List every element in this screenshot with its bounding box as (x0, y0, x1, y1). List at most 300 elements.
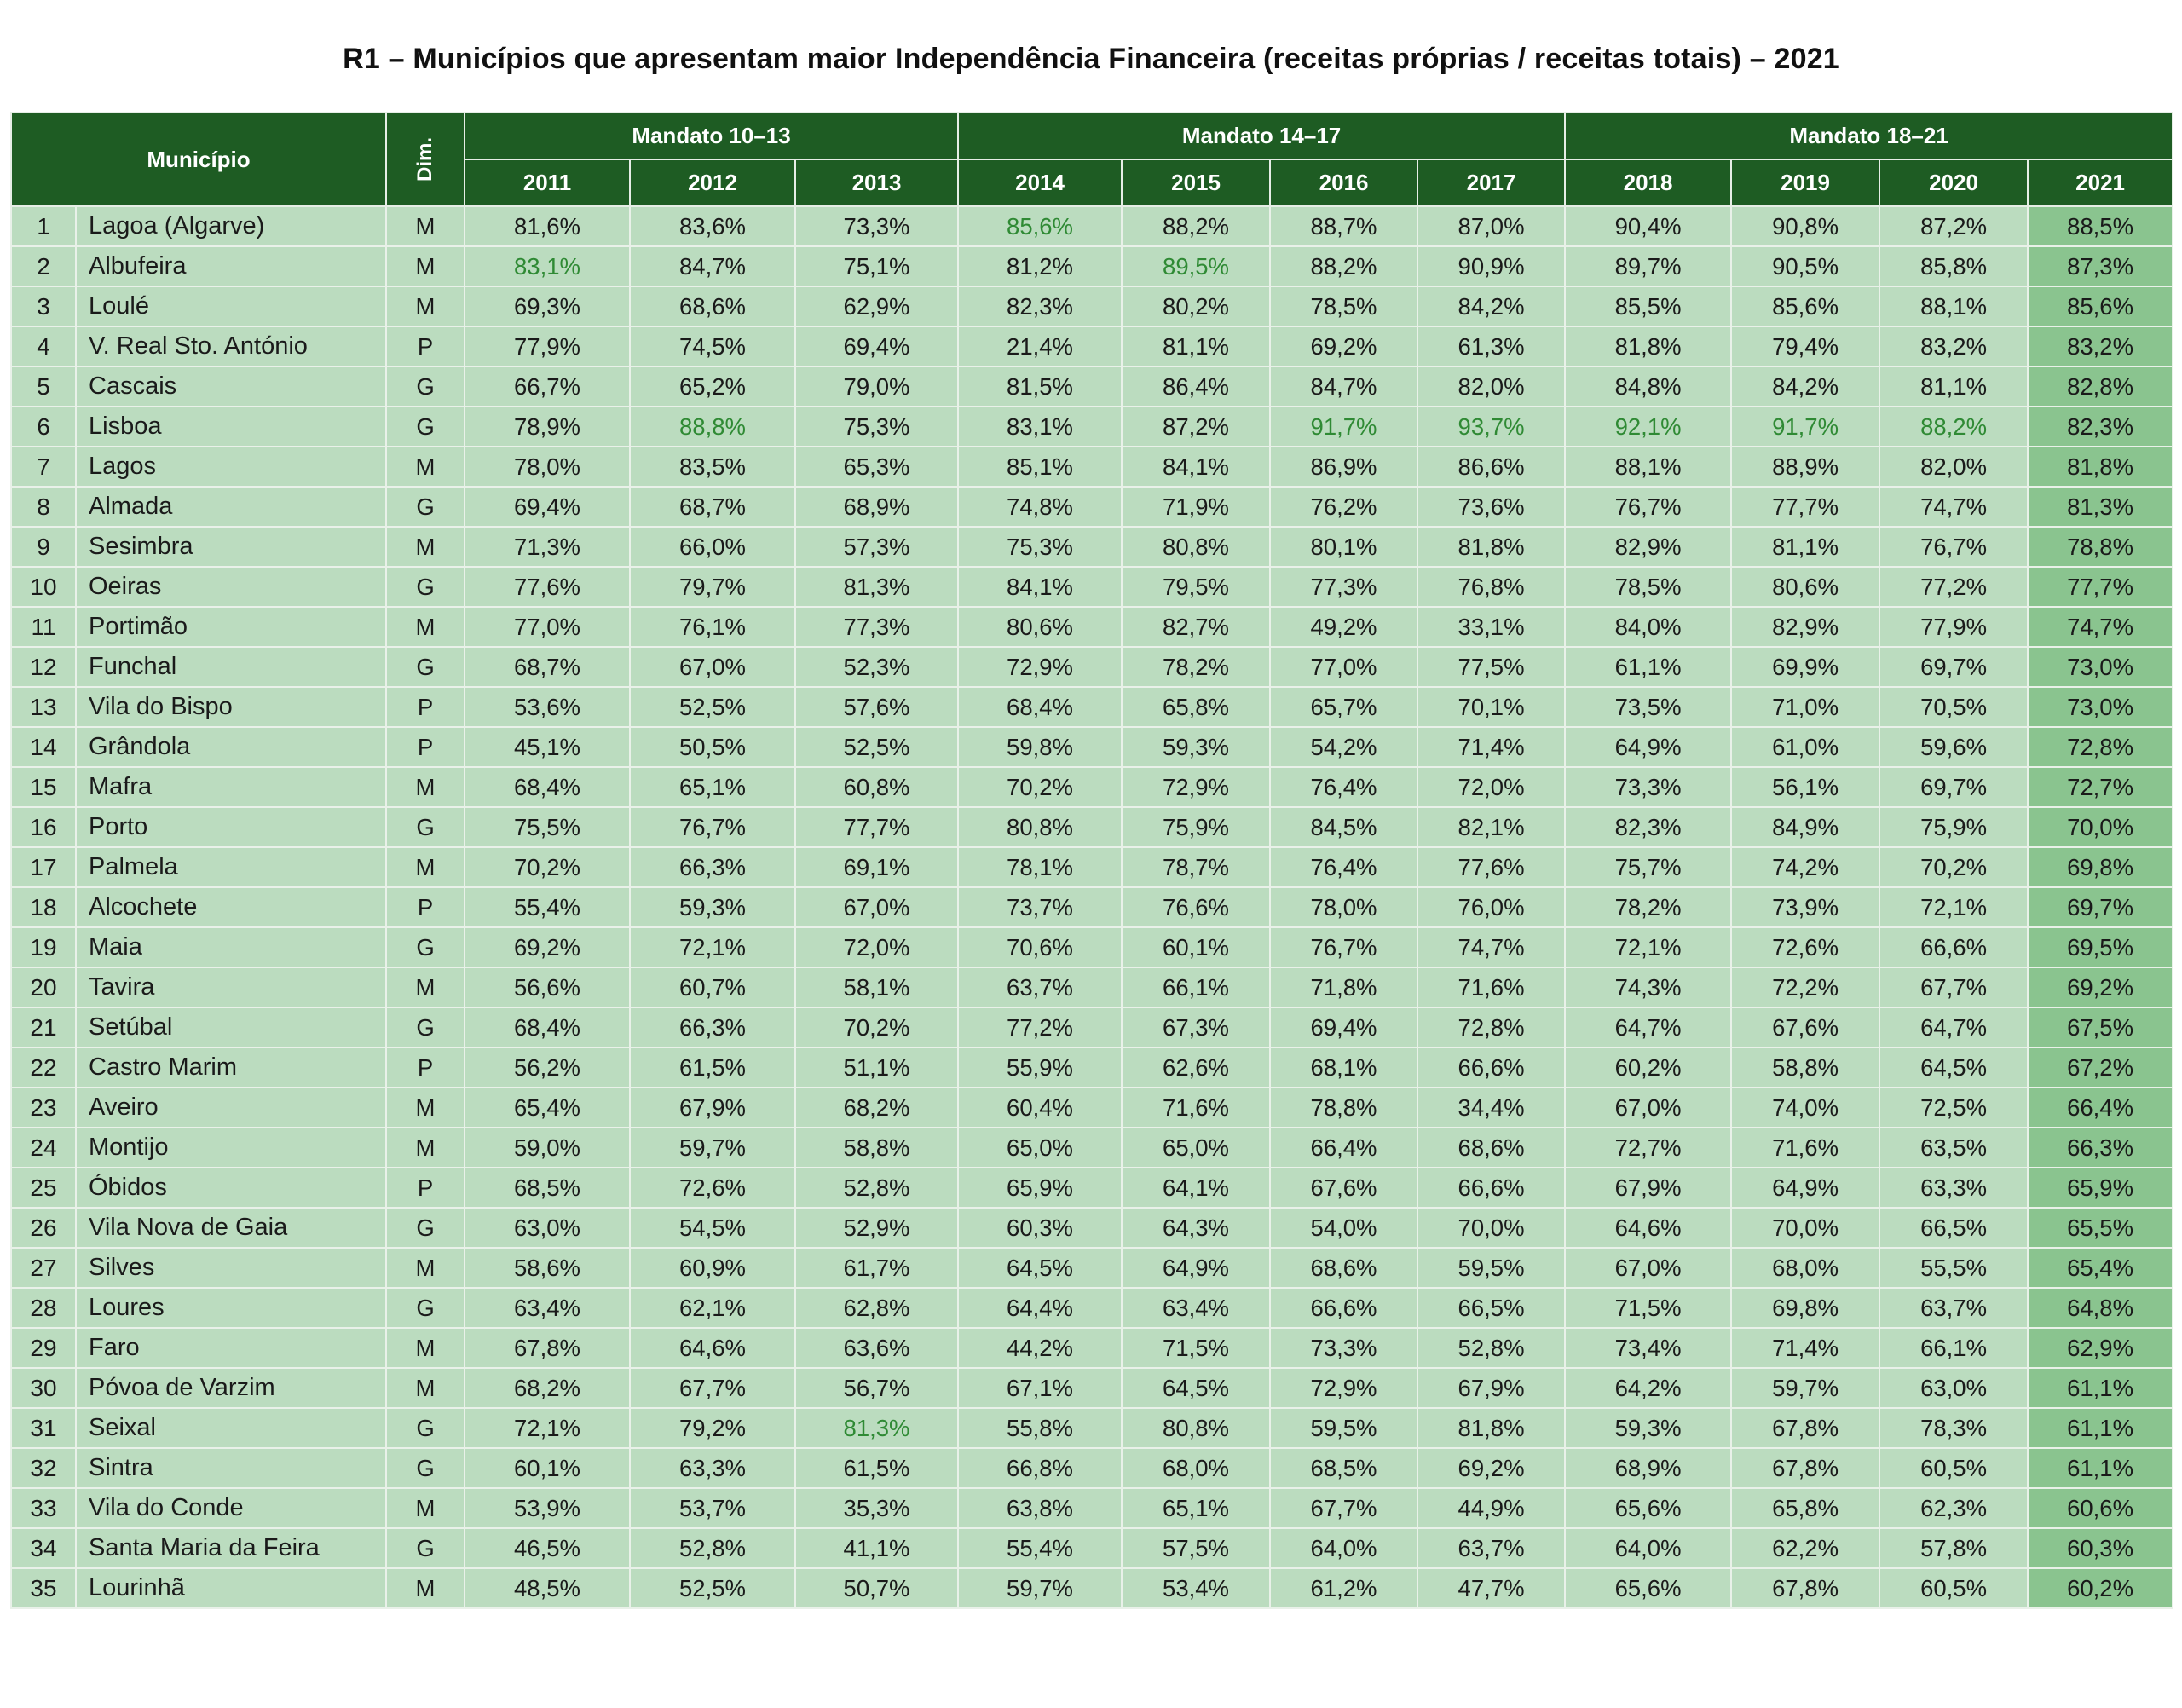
value-cell: 52,5% (795, 727, 958, 767)
dimension-cell: G (386, 1408, 465, 1448)
municipality-name: Montijo (76, 1128, 386, 1168)
rank-cell: 27 (11, 1248, 76, 1288)
dimension-cell: M (386, 607, 465, 647)
table-row (11, 727, 2173, 767)
rank-cell: 21 (11, 1007, 76, 1047)
rank-cell: 24 (11, 1128, 76, 1168)
value-cell: 74,3% (1565, 967, 1731, 1007)
table-row (11, 286, 2173, 326)
header-year: 2019 (1731, 159, 1879, 206)
value-cell: 67,6% (1270, 1168, 1417, 1208)
value-cell: 62,2% (1731, 1528, 1879, 1568)
value-cell: 65,1% (1122, 1488, 1270, 1528)
value-cell: 73,7% (958, 887, 1122, 927)
value-cell: 71,6% (1417, 967, 1565, 1007)
municipality-name: Faro (76, 1328, 386, 1368)
value-cell: 59,3% (1565, 1408, 1731, 1448)
value-cell: 57,8% (1879, 1528, 2028, 1568)
value-cell: 78,0% (465, 447, 630, 487)
value-cell: 84,0% (1565, 607, 1731, 647)
value-cell: 53,6% (465, 687, 630, 727)
value-cell: 83,2% (1879, 326, 2028, 366)
value-cell: 81,8% (1417, 527, 1565, 567)
municipality-name: Loulé (76, 286, 386, 326)
value-cell: 55,8% (958, 1408, 1122, 1448)
value-cell: 60,5% (1879, 1568, 2028, 1608)
value-cell: 82,9% (1565, 527, 1731, 567)
value-cell: 65,4% (465, 1088, 630, 1128)
rank-cell: 7 (11, 447, 76, 487)
value-cell: 72,9% (1122, 767, 1270, 807)
value-cell: 80,2% (1122, 286, 1270, 326)
value-cell: 82,0% (1417, 366, 1565, 407)
municipality-name: Maia (76, 927, 386, 967)
value-cell: 59,5% (1417, 1248, 1565, 1288)
value-cell: 64,4% (958, 1288, 1122, 1328)
value-cell: 62,9% (795, 286, 958, 326)
value-cell: 64,0% (1270, 1528, 1417, 1568)
value-cell: 61,1% (2028, 1408, 2173, 1448)
municipality-name: Santa Maria da Feira (76, 1528, 386, 1568)
value-cell: 64,9% (1122, 1248, 1270, 1288)
value-cell: 57,5% (1122, 1528, 1270, 1568)
value-cell: 81,3% (795, 567, 958, 607)
value-cell: 59,6% (1879, 727, 2028, 767)
value-cell: 70,6% (958, 927, 1122, 967)
value-cell: 71,3% (465, 527, 630, 567)
header-mandate-14-17: Mandato 14–17 (958, 113, 1565, 159)
dimension-cell: M (386, 1568, 465, 1608)
value-cell: 88,5% (2028, 206, 2173, 246)
rank-cell: 1 (11, 206, 76, 246)
municipality-name: Sesimbra (76, 527, 386, 567)
value-cell: 84,1% (1122, 447, 1270, 487)
table-row (11, 527, 2173, 567)
value-cell: 72,1% (630, 927, 795, 967)
value-cell: 55,4% (465, 887, 630, 927)
value-cell: 67,8% (1731, 1568, 1879, 1608)
municipality-name: Aveiro (76, 1088, 386, 1128)
value-cell: 63,3% (1879, 1168, 2028, 1208)
table-row (11, 1168, 2173, 1208)
value-cell: 64,9% (1565, 727, 1731, 767)
value-cell: 78,3% (1879, 1408, 2028, 1448)
value-cell: 68,5% (1270, 1448, 1417, 1488)
municipality-name: Oeiras (76, 567, 386, 607)
value-cell: 52,3% (795, 647, 958, 687)
value-cell: 56,2% (465, 1047, 630, 1088)
value-cell: 60,3% (2028, 1528, 2173, 1568)
header-year: 2018 (1565, 159, 1731, 206)
rank-cell: 9 (11, 527, 76, 567)
value-cell: 83,5% (630, 447, 795, 487)
value-cell: 88,2% (1270, 246, 1417, 286)
value-cell: 85,6% (958, 206, 1122, 246)
value-cell: 73,3% (1565, 767, 1731, 807)
value-cell: 69,2% (1270, 326, 1417, 366)
value-cell: 62,3% (1879, 1488, 2028, 1528)
value-cell: 61,1% (1565, 647, 1731, 687)
value-cell: 64,6% (1565, 1208, 1731, 1248)
value-cell: 67,9% (630, 1088, 795, 1128)
value-cell: 91,7% (1731, 407, 1879, 447)
value-cell: 67,2% (2028, 1047, 2173, 1088)
municipality-name: V. Real Sto. António (76, 326, 386, 366)
value-cell: 81,1% (1731, 527, 1879, 567)
rank-cell: 35 (11, 1568, 76, 1608)
dimension-cell: M (386, 447, 465, 487)
value-cell: 70,0% (1417, 1208, 1565, 1248)
value-cell: 54,5% (630, 1208, 795, 1248)
value-cell: 82,1% (1417, 807, 1565, 847)
dimension-cell: P (386, 1168, 465, 1208)
value-cell: 71,9% (1122, 487, 1270, 527)
value-cell: 63,7% (1417, 1528, 1565, 1568)
rank-cell: 20 (11, 967, 76, 1007)
value-cell: 78,2% (1122, 647, 1270, 687)
table-row (11, 487, 2173, 527)
value-cell: 60,7% (630, 967, 795, 1007)
value-cell: 69,1% (795, 847, 958, 887)
rank-cell: 32 (11, 1448, 76, 1488)
value-cell: 72,1% (1879, 887, 2028, 927)
value-cell: 58,8% (1731, 1047, 1879, 1088)
value-cell: 44,9% (1417, 1488, 1565, 1528)
value-cell: 73,3% (795, 206, 958, 246)
municipality-name: Almada (76, 487, 386, 527)
value-cell: 68,4% (958, 687, 1122, 727)
value-cell: 93,7% (1417, 407, 1565, 447)
value-cell: 64,6% (630, 1328, 795, 1368)
value-cell: 71,5% (1565, 1288, 1731, 1328)
municipality-name: Vila Nova de Gaia (76, 1208, 386, 1248)
value-cell: 55,9% (958, 1047, 1122, 1088)
rank-cell: 18 (11, 887, 76, 927)
value-cell: 73,3% (1270, 1328, 1417, 1368)
value-cell: 69,2% (2028, 967, 2173, 1007)
value-cell: 82,0% (1879, 447, 2028, 487)
value-cell: 68,0% (1122, 1448, 1270, 1488)
value-cell: 72,8% (2028, 727, 2173, 767)
value-cell: 59,3% (1122, 727, 1270, 767)
header-year: 2021 (2028, 159, 2173, 206)
value-cell: 59,7% (1731, 1368, 1879, 1408)
value-cell: 53,7% (630, 1488, 795, 1528)
value-cell: 55,5% (1879, 1248, 2028, 1288)
value-cell: 78,5% (1270, 286, 1417, 326)
value-cell: 65,0% (958, 1128, 1122, 1168)
value-cell: 65,2% (630, 366, 795, 407)
value-cell: 65,9% (2028, 1168, 2173, 1208)
value-cell: 79,0% (795, 366, 958, 407)
value-cell: 69,2% (465, 927, 630, 967)
dimension-cell: G (386, 1528, 465, 1568)
value-cell: 69,5% (2028, 927, 2173, 967)
value-cell: 88,2% (1122, 206, 1270, 246)
value-cell: 71,6% (1122, 1088, 1270, 1128)
value-cell: 76,2% (1270, 487, 1417, 527)
rank-cell: 17 (11, 847, 76, 887)
header-year: 2014 (958, 159, 1122, 206)
value-cell: 68,2% (465, 1368, 630, 1408)
rank-cell: 34 (11, 1528, 76, 1568)
value-cell: 69,3% (465, 286, 630, 326)
value-cell: 76,4% (1270, 767, 1417, 807)
table-row (11, 1328, 2173, 1368)
municipality-name: Lagos (76, 447, 386, 487)
value-cell: 72,1% (465, 1408, 630, 1448)
value-cell: 87,2% (1879, 206, 2028, 246)
value-cell: 72,5% (1879, 1088, 2028, 1128)
value-cell: 68,0% (1731, 1248, 1879, 1288)
rank-cell: 6 (11, 407, 76, 447)
value-cell: 69,4% (1270, 1007, 1417, 1047)
value-cell: 75,7% (1565, 847, 1731, 887)
value-cell: 77,7% (795, 807, 958, 847)
value-cell: 63,6% (795, 1328, 958, 1368)
value-cell: 68,7% (630, 487, 795, 527)
value-cell: 57,3% (795, 527, 958, 567)
value-cell: 88,1% (1565, 447, 1731, 487)
municipality-name: Cascais (76, 366, 386, 407)
value-cell: 76,1% (630, 607, 795, 647)
value-cell: 85,6% (2028, 286, 2173, 326)
value-cell: 83,6% (630, 206, 795, 246)
table-row (11, 807, 2173, 847)
value-cell: 86,6% (1417, 447, 1565, 487)
value-cell: 59,7% (958, 1568, 1122, 1608)
value-cell: 77,3% (1270, 567, 1417, 607)
value-cell: 53,4% (1122, 1568, 1270, 1608)
value-cell: 78,8% (2028, 527, 2173, 567)
value-cell: 84,2% (1731, 366, 1879, 407)
value-cell: 70,2% (958, 767, 1122, 807)
rank-cell: 28 (11, 1288, 76, 1328)
dimension-cell: P (386, 1047, 465, 1088)
value-cell: 84,1% (958, 567, 1122, 607)
value-cell: 68,2% (795, 1088, 958, 1128)
value-cell: 53,9% (465, 1488, 630, 1528)
value-cell: 77,0% (1270, 647, 1417, 687)
value-cell: 86,9% (1270, 447, 1417, 487)
rank-cell: 11 (11, 607, 76, 647)
value-cell: 65,8% (1122, 687, 1270, 727)
value-cell: 50,7% (795, 1568, 958, 1608)
value-cell: 89,5% (1122, 246, 1270, 286)
value-cell: 61,1% (2028, 1368, 2173, 1408)
value-cell: 64,8% (2028, 1288, 2173, 1328)
value-cell: 59,7% (630, 1128, 795, 1168)
value-cell: 77,0% (465, 607, 630, 647)
dimension-cell: G (386, 647, 465, 687)
header-dim-label: Dim. (413, 136, 437, 182)
value-cell: 46,5% (465, 1528, 630, 1568)
header-municipio: Município (11, 113, 386, 206)
value-cell: 57,6% (795, 687, 958, 727)
value-cell: 67,0% (795, 887, 958, 927)
value-cell: 66,3% (630, 1007, 795, 1047)
value-cell: 89,7% (1565, 246, 1731, 286)
value-cell: 68,5% (465, 1168, 630, 1208)
municipality-name: Palmela (76, 847, 386, 887)
value-cell: 78,1% (958, 847, 1122, 887)
header-year: 2020 (1879, 159, 2028, 206)
value-cell: 65,7% (1270, 687, 1417, 727)
value-cell: 63,3% (630, 1448, 795, 1488)
value-cell: 68,1% (1270, 1047, 1417, 1088)
dimension-cell: G (386, 567, 465, 607)
value-cell: 52,8% (1417, 1328, 1565, 1368)
rank-cell: 23 (11, 1088, 76, 1128)
value-cell: 67,9% (1565, 1168, 1731, 1208)
value-cell: 66,6% (1417, 1047, 1565, 1088)
value-cell: 73,4% (1565, 1328, 1731, 1368)
municipality-name: Grândola (76, 727, 386, 767)
dimension-cell: P (386, 326, 465, 366)
rank-cell: 31 (11, 1408, 76, 1448)
table-row (11, 1248, 2173, 1288)
dimension-cell: M (386, 1488, 465, 1528)
value-cell: 81,1% (1122, 326, 1270, 366)
value-cell: 74,7% (2028, 607, 2173, 647)
value-cell: 60,1% (465, 1448, 630, 1488)
value-cell: 68,6% (1417, 1128, 1565, 1168)
value-cell: 66,6% (1270, 1288, 1417, 1328)
dimension-cell: M (386, 527, 465, 567)
value-cell: 80,1% (1270, 527, 1417, 567)
value-cell: 68,4% (465, 1007, 630, 1047)
table-row (11, 1448, 2173, 1488)
value-cell: 66,6% (1879, 927, 2028, 967)
municipality-name: Loures (76, 1288, 386, 1328)
value-cell: 92,1% (1565, 407, 1731, 447)
value-cell: 58,8% (795, 1128, 958, 1168)
value-cell: 54,0% (1270, 1208, 1417, 1248)
value-cell: 90,4% (1565, 206, 1731, 246)
table-row (11, 767, 2173, 807)
rank-cell: 30 (11, 1368, 76, 1408)
table-row (11, 1088, 2173, 1128)
value-cell: 66,4% (1270, 1128, 1417, 1168)
value-cell: 71,6% (1731, 1128, 1879, 1168)
value-cell: 65,1% (630, 767, 795, 807)
value-cell: 34,4% (1417, 1088, 1565, 1128)
value-cell: 74,2% (1731, 847, 1879, 887)
value-cell: 70,2% (465, 847, 630, 887)
table-row (11, 407, 2173, 447)
value-cell: 74,7% (1879, 487, 2028, 527)
value-cell: 76,7% (630, 807, 795, 847)
municipality-name: Sintra (76, 1448, 386, 1488)
dimension-cell: G (386, 1007, 465, 1047)
value-cell: 69,4% (465, 487, 630, 527)
value-cell: 90,8% (1731, 206, 1879, 246)
value-cell: 81,6% (465, 206, 630, 246)
value-cell: 60,3% (958, 1208, 1122, 1248)
value-cell: 65,5% (2028, 1208, 2173, 1248)
value-cell: 64,9% (1731, 1168, 1879, 1208)
value-cell: 60,1% (1122, 927, 1270, 967)
table-row (11, 847, 2173, 887)
value-cell: 75,9% (1122, 807, 1270, 847)
value-cell: 78,2% (1565, 887, 1731, 927)
value-cell: 69,9% (1731, 647, 1879, 687)
dimension-cell: P (386, 687, 465, 727)
rank-cell: 16 (11, 807, 76, 847)
value-cell: 82,3% (2028, 407, 2173, 447)
value-cell: 69,8% (1731, 1288, 1879, 1328)
value-cell: 63,4% (1122, 1288, 1270, 1328)
value-cell: 64,3% (1122, 1208, 1270, 1248)
dimension-cell: M (386, 1088, 465, 1128)
value-cell: 67,3% (1122, 1007, 1270, 1047)
value-cell: 67,0% (1565, 1088, 1731, 1128)
header-mandate-10-13: Mandato 10–13 (465, 113, 958, 159)
value-cell: 81,8% (2028, 447, 2173, 487)
table-row (11, 687, 2173, 727)
municipality-name: Porto (76, 807, 386, 847)
value-cell: 70,5% (1879, 687, 2028, 727)
value-cell: 62,6% (1122, 1047, 1270, 1088)
dimension-cell: G (386, 1208, 465, 1248)
value-cell: 90,5% (1731, 246, 1879, 286)
value-cell: 76,8% (1417, 567, 1565, 607)
value-cell: 73,6% (1417, 487, 1565, 527)
value-cell: 55,4% (958, 1528, 1122, 1568)
value-cell: 67,0% (630, 647, 795, 687)
rank-cell: 13 (11, 687, 76, 727)
value-cell: 66,6% (1417, 1168, 1565, 1208)
value-cell: 74,5% (630, 326, 795, 366)
value-cell: 66,0% (630, 527, 795, 567)
dimension-cell: G (386, 407, 465, 447)
value-cell: 66,4% (2028, 1088, 2173, 1128)
table-row (11, 607, 2173, 647)
value-cell: 81,1% (1879, 366, 2028, 407)
value-cell: 76,7% (1565, 487, 1731, 527)
value-cell: 81,8% (1565, 326, 1731, 366)
dimension-cell: P (386, 727, 465, 767)
value-cell: 66,1% (1122, 967, 1270, 1007)
municipality-name: Albufeira (76, 246, 386, 286)
value-cell: 72,7% (2028, 767, 2173, 807)
value-cell: 56,7% (795, 1368, 958, 1408)
table-row (11, 1368, 2173, 1408)
municipality-name: Silves (76, 1248, 386, 1288)
rank-cell: 10 (11, 567, 76, 607)
value-cell: 72,2% (1731, 967, 1879, 1007)
value-cell: 68,6% (630, 286, 795, 326)
rank-cell: 22 (11, 1047, 76, 1088)
value-cell: 66,7% (465, 366, 630, 407)
value-cell: 50,5% (630, 727, 795, 767)
value-cell: 77,9% (1879, 607, 2028, 647)
value-cell: 35,3% (795, 1488, 958, 1528)
value-cell: 66,1% (1879, 1328, 2028, 1368)
dimension-cell: M (386, 206, 465, 246)
value-cell: 86,4% (1122, 366, 1270, 407)
municipality-name: Funchal (76, 647, 386, 687)
value-cell: 52,9% (795, 1208, 958, 1248)
value-cell: 65,8% (1731, 1488, 1879, 1528)
table-row (11, 967, 2173, 1007)
rank-cell: 2 (11, 246, 76, 286)
value-cell: 67,8% (1731, 1448, 1879, 1488)
value-cell: 72,1% (1565, 927, 1731, 967)
value-cell: 78,7% (1122, 847, 1270, 887)
municipality-name: Óbidos (76, 1168, 386, 1208)
financial-independence-table (10, 112, 2173, 1609)
